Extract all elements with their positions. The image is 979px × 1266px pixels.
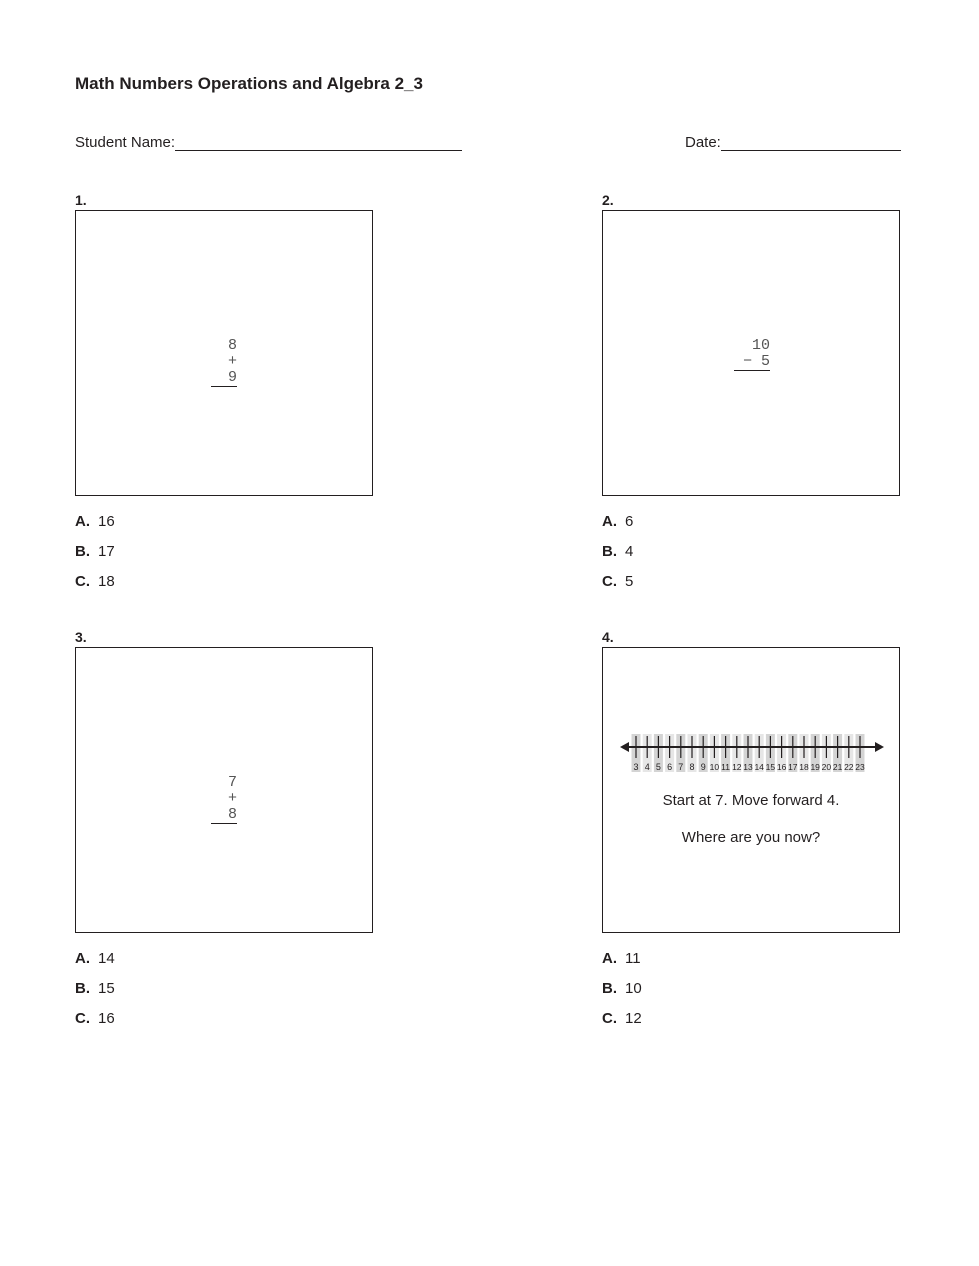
tick-label: 17 [788,762,798,772]
student-name-field[interactable] [175,134,462,151]
tick-label: 8 [689,762,695,772]
choice-value: 16 [98,513,115,530]
question-number: 4. [602,629,614,645]
choice-value: 10 [625,980,642,997]
choice-letter: C. [602,1010,617,1027]
student-name-row [75,134,462,151]
choice-letter: B. [602,980,617,997]
choice-value: 5 [625,573,634,590]
tick-label: 9 [700,762,706,772]
answer-choice[interactable] [602,513,633,530]
choice-value: 17 [98,543,115,560]
choice-value: 18 [98,573,115,590]
tick-label: 6 [667,762,673,772]
problem-operation: − 5 [734,354,770,371]
answer-choice[interactable] [75,513,115,530]
tick-label: 5 [655,762,661,772]
choice-letter: C. [75,1010,90,1027]
tick-label: 11 [721,762,731,772]
tick-label: 3 [633,762,639,772]
answer-choice[interactable] [602,573,633,590]
tick-label: 14 [754,762,764,772]
tick-label: 23 [855,762,865,772]
answer-choice[interactable] [75,543,115,560]
question-number: 2. [602,192,614,208]
choice-value: 12 [625,1010,642,1027]
choice-letter: B. [75,980,90,997]
arrow-right-icon [875,742,884,752]
date-row [685,134,901,151]
tick-label: 13 [743,762,753,772]
question-text: Where are you now? [681,829,821,846]
tick-label: 4 [644,762,650,772]
answer-choice[interactable] [602,543,633,560]
question-number: 1. [75,192,87,208]
problem-operation: + 8 [211,791,237,824]
choice-letter: B. [602,543,617,560]
arrow-left-icon [620,742,629,752]
answer-choice[interactable] [75,980,115,997]
answer-choice[interactable] [602,1010,642,1027]
choice-value: 15 [98,980,115,997]
tick-label: 22 [844,762,854,772]
choice-letter: A. [602,513,617,530]
choice-letter: B. [75,543,90,560]
tick-label: 21 [832,762,843,772]
question-text: Start at 7. Move forward 4. [662,792,840,809]
choice-value: 14 [98,950,115,967]
problem [205,775,237,824]
date-field[interactable] [721,134,901,151]
tick-label: 20 [821,762,832,772]
answer-choice[interactable] [602,950,641,967]
choice-value: 6 [625,513,634,530]
choice-value: 11 [625,950,641,967]
choice-letter: A. [602,950,617,967]
question-number: 3. [75,629,87,645]
tick-label: 10 [709,762,720,772]
problem-top: 10 [751,337,770,354]
answer-choice[interactable] [75,1010,115,1027]
tick-label: 19 [810,762,820,772]
problem [205,338,237,387]
problem-top: 8 [227,337,237,354]
choice-letter: A. [75,950,90,967]
tick-label: 15 [765,762,776,772]
tick-label: 7 [678,762,684,772]
choice-value: 16 [98,1010,115,1027]
tick-label: 18 [799,762,809,772]
worksheet-title: Math Numbers Operations and Algebra 2_3 [75,74,423,93]
problem [730,338,770,371]
problem-operation: + 9 [211,354,237,387]
choice-letter: A. [75,513,90,530]
choice-letter: C. [75,573,90,590]
answer-choice[interactable] [75,573,115,590]
number-line [618,730,886,776]
question-box [602,647,900,933]
date-label: Date: [685,134,721,151]
answer-choice[interactable] [75,950,115,967]
answer-choice[interactable] [602,980,642,997]
choice-letter: C. [602,573,617,590]
tick-label: 16 [776,762,787,772]
choice-value: 4 [625,543,634,560]
problem-top: 7 [227,774,237,791]
student-name-label: Student Name: [75,134,176,151]
tick-label: 12 [732,762,742,772]
